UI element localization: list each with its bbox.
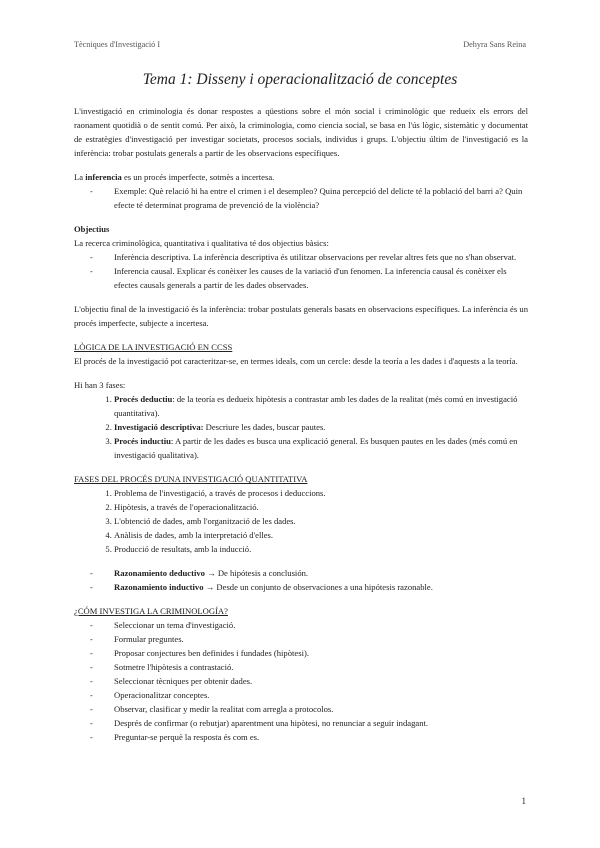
inference-line: La inferencia es un procés imperfecte, sotmès a incertesa. [74, 172, 275, 182]
quant-phases-heading: FASES DEL PROCÉS D'UNA INVESTIGACIÓ QUANTITATIVA [74, 474, 308, 484]
list-item: - Operacionalitzar conceptes. [114, 688, 528, 702]
header-left: Tècniques d'Investigació I [74, 40, 161, 49]
list-item: - Seleccionar tècniques per obtenir dades. [114, 674, 528, 688]
logic-text: El procés de la investigació pot caracteritzar-se, en termes ideals, com un cercle: desde la teoría a les dades i d'aquests a la teoría. [74, 356, 518, 366]
list-item: - Després de confirmar (o rebutjar) aparentment una hipòtesi, no renunciar a seguir indagant. [114, 716, 528, 730]
phases-lead: Hi han 3 fases: [74, 380, 126, 390]
list-item: 1. Problema de l'investigació, a través de procesos i deduccions. [114, 486, 528, 500]
list-item: 2. Hipòtesis, a través de l'operacionalització. [114, 500, 528, 514]
inference-example-list [74, 184, 528, 212]
objectives-lead: La recerca criminològica, quantitativa i qualitativa té dos objectius bàsics: [74, 238, 329, 248]
list-item: - Formular preguntes. [114, 632, 528, 646]
objectives-list [74, 250, 528, 292]
list-item: 5. Producció de resultats, amb la inducció. [114, 542, 528, 556]
list-item: 2. Investigació descriptiva: Descriure les dades, buscar pautes. [114, 420, 528, 434]
list-item: 3. Procés inductiu: A partir de les dades es busca una explicació general. Es busquen pautes en les dades (més comú en investigació qualitativa). [114, 434, 528, 462]
document-body [74, 104, 528, 744]
list-item: - Proposar conjectures ben definides i fundades (hipòtesi). [114, 646, 528, 660]
list-item: 1. Procés deductiu: de la teoría es dedueix hipòtesis a contrastar amb les dades de la realitat (més comú en investigació quantitativa). [114, 392, 528, 420]
page-number: 1 [521, 796, 526, 806]
list-item: - Preguntar-se perquè la resposta és com es. [114, 730, 528, 744]
list-item: - Inferència descriptiva. La inferència descriptiva és utilitzar observacions per revelar altres fets que no s'han observat. [114, 250, 528, 264]
list-item: - Observar, clasificar y medir la realitat com arregla a protocolos. [114, 702, 528, 716]
list-item: - Exemple: Què relació hi ha entre el crimen i el desempleo? Quina percepció del delicte té la població del barri a? Quin efecte té determinat programa de prevenció de la violència? [114, 184, 528, 212]
list-item: - Inferencia causal. Explicar és conèixer les causes de la variació d'un fenomen. La inferencia causal és conèixer els efectes causals generals a partir de les dades observades. [114, 264, 528, 292]
reasoning-list [74, 566, 528, 594]
list-item: - Razonamiento deductivo → De hipótesis a conclusión. [114, 566, 528, 580]
phases-list [74, 392, 528, 462]
list-item: - Razonamiento inductivo → Desde un conjunto de observaciones a una hipótesis razonable. [114, 580, 528, 594]
list-item: - Sotmetre l'hipòtesis a contrastació. [114, 660, 528, 674]
list-item: - Seleccionar un tema d'investigació. [114, 618, 528, 632]
intro-paragraph: L'investigació en criminologia és donar respostes a qüestions sobre el món social i criminològic que redueix els errors del raonament quotidià o de sentit comú. Per això, la criminologia, como ciencia social, se basa en l'ús lògic, sistemàtic y documentat de estratègies d'investigació per investigar societats, procesos socials, individus i grups. L'objectiu últim de l'investigació es la inferència: trobar postulats generals a partir de les observacions específiques. [74, 106, 528, 158]
list-item: 3. L'obtenció de dades, amb l'organització de les dades. [114, 514, 528, 528]
list-item: 4. Anàlisis de dades, amb la interpretació d'elles. [114, 528, 528, 542]
how-heading: ¿CÓM INVESTIGA LA CRIMINOLOGÍA? [74, 606, 228, 616]
objectives-heading: Objectius [74, 224, 110, 234]
objectives-closing: L'objectiu final de la investigació és la inferència: trobar postulats generals basats en observacions específiques. La inferència és un procés imperfecte, subjecte a incertesa. [74, 304, 528, 328]
quant-phases-list [74, 486, 528, 556]
header-right: Dehyra Sans Reina [463, 40, 526, 49]
page-title: Tema 1: Disseny i operacionalització de conceptes [142, 71, 458, 88]
how-list [74, 618, 528, 744]
logic-heading: LÒGICA DE LA INVESTIGACIÓ EN CCSS [74, 342, 233, 352]
